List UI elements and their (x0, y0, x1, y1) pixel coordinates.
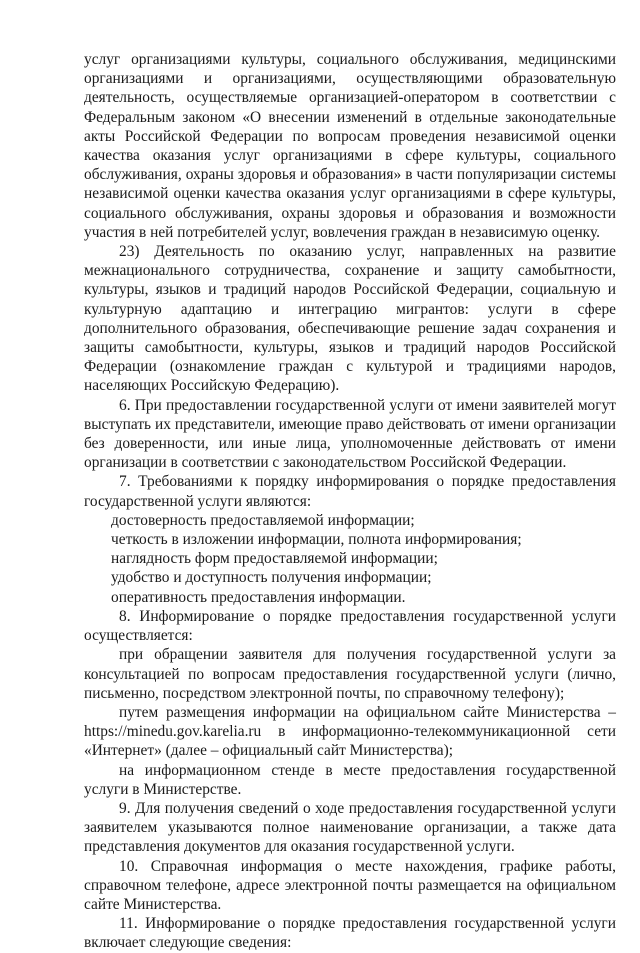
paragraph-11-informing-contents: 11. Информирование о порядке предоставления государственной услуги включает следующие сведения: (84, 915, 616, 952)
paragraph-10-reference-info: 10. Справочная информация о месте нахождения, графике работы, справочном телефоне, адресе электронной почты размещается на официальном сайте Министерства. (84, 857, 616, 913)
list-item-promptness: оперативность предоставления информации. (111, 588, 406, 606)
paragraph-8-informing-methods: 8. Информирование о порядке предоставления государственной услуги осуществляется: (84, 607, 616, 645)
paragraph-6-applicant-representatives: 6. При предоставлении государственной услуги от имени заявителей могут выступать их представители, имеющие право действовать от имени организации без доверенности, или иные лица, уполномоченные действовать от имени организации в соответствии с законодательством Российской Федерации. (84, 396, 616, 472)
list-item-reliability: достоверность предоставляемой информации; (111, 511, 415, 529)
list-item-visual-forms: наглядность форм предоставляемой информации; (111, 550, 438, 568)
paragraph-continuation-independent-evaluation: услуг организациями культуры, социального обслуживания, медицинскими организациями и организациями, осуществляющими образовательную деятельность, осуществляемые организацией-оператором в соответствии с Федеральным законом «О внесении изменений в отдельные законодательные акты Российской Федерации по вопросам проведения независимой оценки качества оказания услуг организациями в сфере культуры, социального обслуживания, охраны здоровья и образования» в части популяризации системы независимой оценки качества оказания услуг организациями в сфере культуры, социального обслуживания, охраны здоровья и образования и возможности участия в ней потребителей услуг, вовлечения граждан в независимую оценку. (84, 51, 616, 241)
document-body (84, 50, 616, 953)
paragraph-8-consultation: при обращении заявителя для получения государственной услуги за консультацией по вопросам предоставления государственной услуги (лично, письменно, посредством электронной почты, по справочному телефону); (84, 646, 616, 702)
list-item-clarity: четкость в изложении информации, полнота информирования; (111, 531, 522, 549)
paragraph-9-progress-info: 9. Для получения сведений о ходе предоставления государственной услуги заявителем указываются полное наименование организации, а также дата представления документов для оказания государственной услуги. (84, 799, 616, 856)
list-item-accessibility: удобство и доступность получения информации; (111, 569, 432, 587)
paragraph-8-official-website: путем размещения информации на официальном сайте Министерства – https://minedu.gov.karelia.ru в информационно-телекоммуникационной сети «Интернет» (далее – официальный сайт Министерства); (84, 703, 616, 760)
paragraph-7-informing-requirements: 7. Требованиями к порядку информирования о порядке предоставления государственной услуги являются: (84, 473, 616, 510)
paragraph-8-info-stand: на информационном стенде в месте предоставления государственной услуги в Министерстве. (84, 761, 616, 798)
paragraph-item-23-interethnic-services: 23) Деятельность по оказанию услуг, направленных на развитие межнационального сотрудничества, сохранение и защиту самобытности, культуры, языков и традиций народов Российской Федерации, социальную и культурную адаптацию и интеграцию мигрантов: услуги в сфере дополнительного образования, обеспечивающие решение задач сохранения и защиты самобытности, культуры, языков и традиций народов Российской Федерации (ознакомление граждан с культурой и традициями народов, населяющих Российскую Федерацию). (84, 243, 616, 395)
